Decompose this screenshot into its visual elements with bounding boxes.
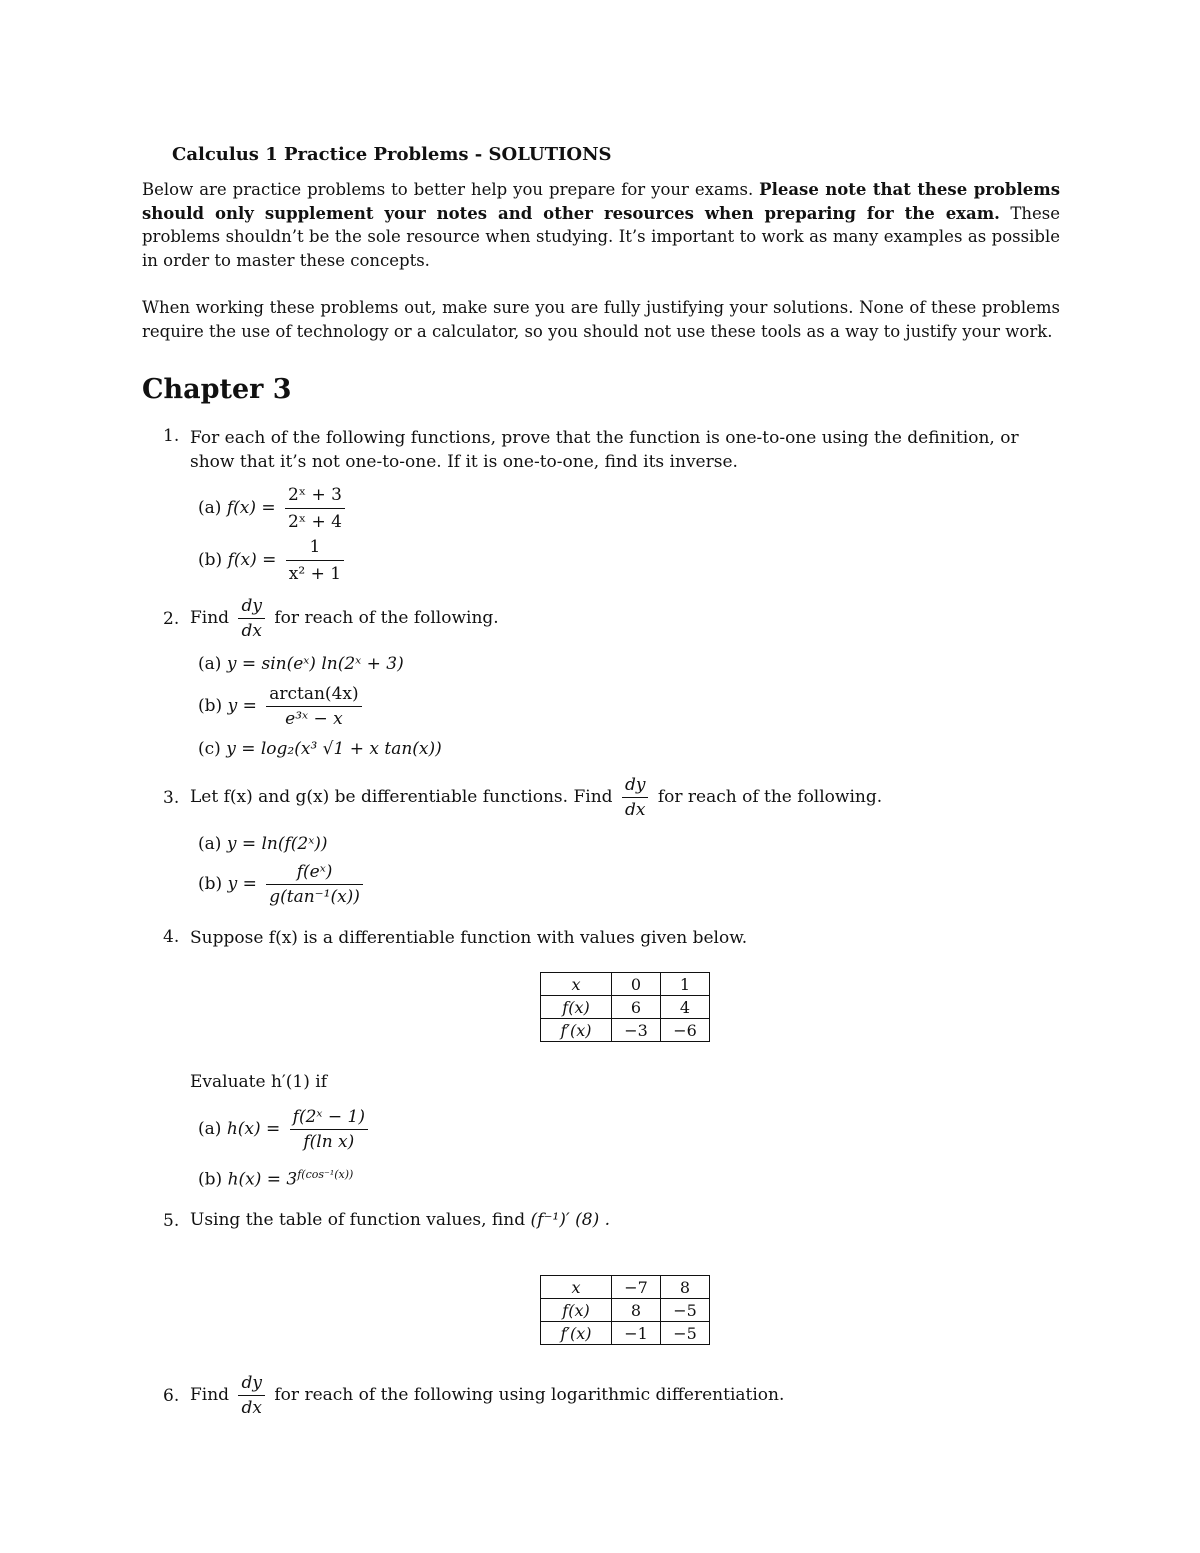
part-label: (a) [198, 1119, 222, 1139]
equation: y = ln(f(2ˣ)) [226, 834, 328, 854]
equation-lhs: y = [227, 696, 257, 716]
denominator: f(ln x) [303, 1132, 355, 1152]
intro-text-bold: Please note that these problems should only supplement your notes and other resources when preparing for the exam. [142, 180, 1060, 223]
denominator: dx [241, 621, 262, 641]
find-label: Find [190, 1385, 230, 1405]
intro-text-b: These problems shouldn’t be the sole resource when studying. It’s important to work as many examples as possible in order to master these concepts. [142, 203, 1060, 270]
problem-4-text: Suppose f(x) is a differentiable function with values given below. [190, 928, 748, 948]
instruction-text: for reach of the following. [274, 608, 499, 628]
problem-3-number: 3. [163, 788, 180, 808]
problem-6-text [190, 1373, 784, 1418]
problem-2-number: 2. [163, 609, 180, 629]
derivative-fraction [238, 596, 265, 641]
problem-1-number: 1. [163, 426, 180, 446]
table-cell: −1 [612, 1322, 661, 1345]
problem-3a [198, 834, 328, 854]
table-cell: −7 [612, 1276, 661, 1299]
instruction-text: Using the table of function values, find [190, 1210, 526, 1230]
fraction [266, 862, 363, 907]
table-row [541, 1299, 710, 1322]
denominator: dx [624, 800, 646, 820]
intro-text-a: Below are practice problems to better help you prepare for your exams. [142, 180, 754, 199]
numerator: dy [622, 775, 649, 798]
part-label: (b) [198, 874, 223, 894]
problem-4b [198, 1168, 353, 1190]
denominator: dx [241, 1398, 262, 1418]
problem-6-number: 6. [163, 1386, 180, 1406]
part-label: (a) [198, 654, 222, 674]
table-cell: x [541, 973, 612, 996]
numerator: 2ˣ + 3 [285, 484, 345, 509]
numerator: dy [238, 596, 265, 619]
table-row [541, 1322, 710, 1345]
intro-paragraph-1 [142, 178, 1060, 272]
problem-3b [198, 862, 367, 907]
intro-paragraph-2: When working these problems out, make sure you are fully justifying your solutions. None of these problems require the use of technology or a calculator, so you should not use these tools as a way to justify your work. [142, 298, 1060, 341]
table-row [541, 1276, 710, 1299]
problem-3-text [190, 775, 882, 820]
instruction-text-end: for reach of the following. [657, 787, 883, 807]
part-label: (a) [198, 834, 222, 854]
table-cell: f(x) [541, 996, 612, 1019]
derivative-fraction [622, 775, 649, 820]
instruction-text: Let f(x) and g(x) be differentiable functions. Find [190, 787, 613, 807]
problem-1b [198, 536, 348, 585]
fraction [290, 1107, 368, 1152]
inverse-derivative-expression: (f⁻¹)′ (8) . [530, 1210, 611, 1230]
table-cell: 4 [661, 996, 710, 1019]
values-table-1 [540, 972, 710, 1042]
part-label: (b) [198, 696, 223, 716]
table-row [541, 1019, 710, 1042]
problem-2a [198, 654, 404, 674]
equation: h(x) = 3 [227, 1169, 298, 1190]
derivative-fraction [238, 1373, 265, 1418]
table-cell: f′(x) [541, 1019, 612, 1042]
fraction [286, 536, 344, 585]
values-table-2 [540, 1275, 710, 1345]
table-cell: −5 [661, 1299, 710, 1322]
table-cell: f(x) [541, 1299, 612, 1322]
part-label: (c) [198, 739, 221, 759]
table-cell: 0 [612, 973, 661, 996]
part-label: (b) [198, 1169, 223, 1190]
equation-lhs: y = [227, 874, 257, 894]
page-title: Calculus 1 Practice Problems - SOLUTIONS [172, 144, 612, 165]
chapter-heading: Chapter 3 [142, 374, 292, 405]
table-cell: −3 [612, 1019, 661, 1042]
table-cell: x [541, 1276, 612, 1299]
exponent: f(cos⁻¹(x)) [297, 1168, 354, 1181]
denominator: g(tan⁻¹(x)) [269, 887, 360, 907]
instruction-text: for reach of the following using logarithmic differentiation. [274, 1385, 785, 1405]
problem-2b [198, 684, 366, 729]
problem-5-number: 5. [163, 1211, 180, 1231]
table-cell: f′(x) [541, 1322, 612, 1345]
find-label: Find [190, 608, 230, 628]
denominator: x² + 1 [288, 564, 342, 584]
numerator: 1 [286, 536, 344, 561]
problem-5-text [190, 1210, 610, 1230]
problem-4-number: 4. [163, 927, 180, 947]
problem-2c [198, 739, 442, 759]
problem-4-evaluate: Evaluate h′(1) if [190, 1072, 327, 1092]
equation-lhs: h(x) = [226, 1119, 281, 1139]
numerator: f(eˣ) [266, 862, 363, 885]
equation: y = log₂(x³ √1 + x tan(x)) [226, 739, 442, 759]
problem-4a [198, 1107, 372, 1152]
equation-lhs: f(x) = [226, 498, 276, 518]
numerator: arctan(4x) [266, 684, 361, 707]
table-cell: 8 [612, 1299, 661, 1322]
table-cell: −6 [661, 1019, 710, 1042]
table-cell: 1 [661, 973, 710, 996]
table-cell: 8 [661, 1276, 710, 1299]
part-label: (a) [198, 498, 222, 518]
table-cell: −5 [661, 1322, 710, 1345]
denominator: e³ˣ − x [285, 709, 343, 729]
equation-lhs: f(x) = [227, 550, 277, 570]
table-cell: 6 [612, 996, 661, 1019]
equation: y = sin(eˣ) ln(2ˣ + 3) [226, 654, 404, 674]
problem-1-text: For each of the following functions, prove that the function is one-to-one using the definition, or show that it’s not one-to-one. If it is one-to-one, find its inverse. [190, 428, 1019, 472]
table-row [541, 996, 710, 1019]
part-label: (b) [198, 550, 223, 570]
table-row [541, 973, 710, 996]
fraction [266, 684, 361, 729]
numerator: dy [238, 1373, 265, 1396]
problem-1a [198, 484, 349, 533]
fraction [285, 484, 345, 533]
denominator: 2ˣ + 4 [288, 512, 342, 532]
problem-2-text [190, 596, 499, 641]
numerator: f(2ˣ − 1) [290, 1107, 368, 1130]
